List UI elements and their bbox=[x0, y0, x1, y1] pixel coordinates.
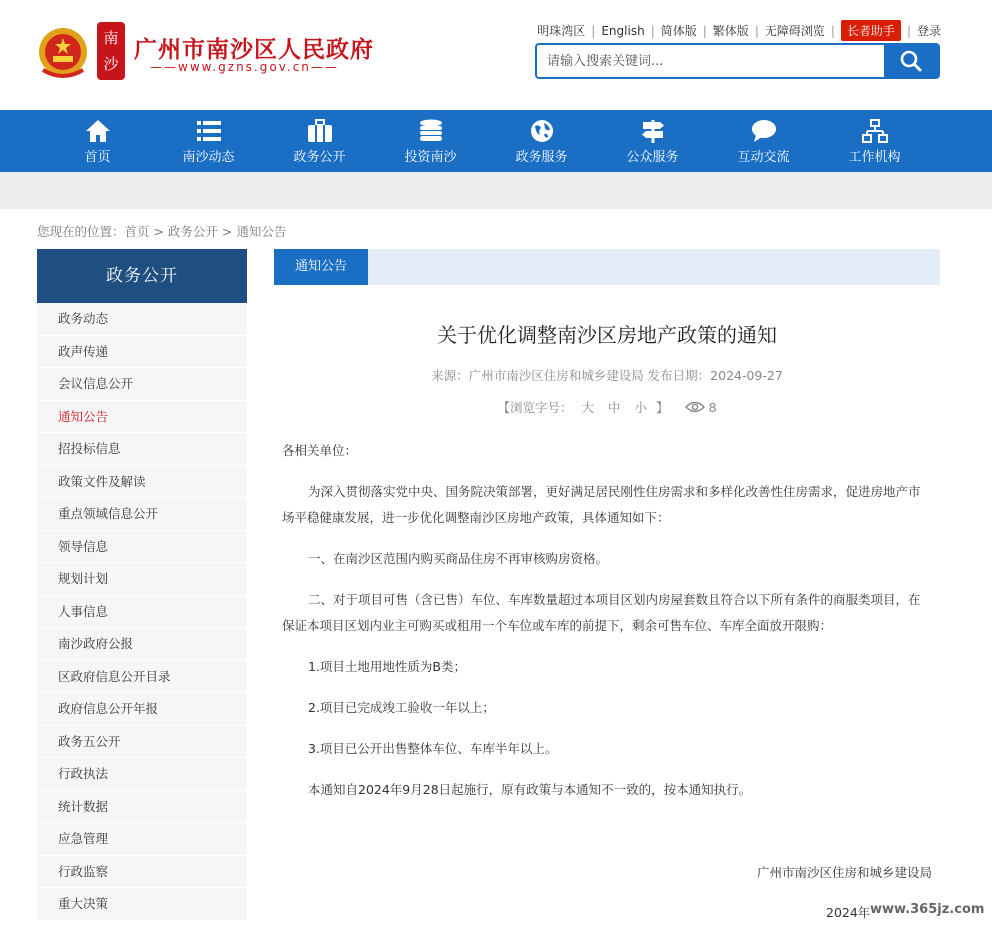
top-link-english[interactable]: English bbox=[601, 23, 645, 38]
nav-label: 互动交流 bbox=[737, 150, 790, 165]
sidebar-item[interactable]: 行政监察 bbox=[37, 856, 247, 889]
font-size-label: 【浏览字号： bbox=[497, 400, 573, 415]
top-link-accessibility[interactable]: 无障碍浏览 bbox=[764, 24, 825, 38]
paragraph: 2.项目已完成竣工验收一年以上； bbox=[308, 700, 495, 715]
paragraph: 各相关单位： bbox=[282, 443, 358, 458]
sidebar-item[interactable]: 区政府信息公开目录 bbox=[37, 661, 247, 694]
top-links: 明珠湾区 | English | 简体版 | 繁体版 | 无障碍浏览 | 长者助手 | 登录 bbox=[537, 20, 941, 41]
briefcase-icon bbox=[307, 119, 333, 143]
org-icon bbox=[862, 119, 888, 143]
breadcrumb[interactable]: 您现在的位置：首页 > 政务公开 > 通知公告 bbox=[37, 224, 287, 239]
paragraph: 3.项目已公开出售整体车位、车库半年以上。 bbox=[308, 741, 558, 756]
paragraph: 一、在南沙区范围内购买商品住房不再审核购房资格。 bbox=[308, 551, 609, 566]
nav-public-services[interactable] bbox=[597, 110, 708, 172]
nav-organizations[interactable] bbox=[819, 110, 930, 172]
font-size-large[interactable]: 大 bbox=[581, 400, 595, 415]
sidebar-item[interactable]: 行政执法 bbox=[37, 758, 247, 791]
sidebar-item[interactable]: 应急管理 bbox=[37, 823, 247, 856]
nav-home[interactable] bbox=[42, 110, 153, 172]
nav-label: 工作机构 bbox=[848, 150, 901, 165]
globe-icon bbox=[529, 119, 555, 143]
nansha-seal: 南沙 bbox=[97, 22, 125, 80]
article-body bbox=[274, 438, 940, 803]
sidebar-item[interactable]: 政务五公开 bbox=[37, 726, 247, 759]
paragraph: 1.项目土地用地性质为B类； bbox=[308, 659, 467, 674]
sidebar-item[interactable]: 招投标信息 bbox=[37, 433, 247, 466]
eye-icon bbox=[685, 401, 705, 413]
paragraph: 本通知自2024年9月28日起施行，原有政策与本通知不一致的，按本通知执行。 bbox=[308, 782, 752, 797]
header bbox=[0, 0, 992, 110]
tab-notices[interactable]: 通知公告 bbox=[274, 249, 368, 285]
sidebar-item[interactable]: 会议信息公开 bbox=[37, 368, 247, 401]
top-link-traditional[interactable]: 繁体版 bbox=[712, 24, 749, 38]
sidebar bbox=[37, 249, 247, 921]
sidebar-item[interactable]: 政声传递 bbox=[37, 336, 247, 369]
login-link[interactable]: 登录 bbox=[916, 24, 941, 38]
sidebar-item[interactable]: 领导信息 bbox=[37, 531, 247, 564]
sidebar-item[interactable]: 重点领域信息公开 bbox=[37, 498, 247, 531]
watermark: www.365jz.com bbox=[870, 902, 985, 917]
search-box bbox=[535, 43, 940, 79]
sidebar-item[interactable]: 通知公告 bbox=[37, 401, 247, 434]
paragraph: 二、对于项目可售（含已售）车位、车库数量超过本项目区划内房屋套数且符合以下所有条件的商服类项目，在保证本项目区划内业主可购买或租用一个车位或车库的前提下，剩余可售车位、车库全面放开限购： bbox=[282, 592, 921, 633]
nav-label: 首页 bbox=[84, 150, 111, 165]
sidebar-item[interactable]: 人事信息 bbox=[37, 596, 247, 629]
font-size-close: 】 bbox=[656, 400, 669, 415]
chat-icon bbox=[751, 119, 777, 143]
home-icon bbox=[85, 119, 111, 143]
paragraph: 为深入贯彻落实党中央、国务院决策部署，更好满足居民刚性住房需求和多样化改善性住房需求，促进房地产市场平稳健康发展，进一步优化调整南沙区房地产政策，具体通知如下： bbox=[282, 484, 921, 525]
font-size-tools bbox=[274, 398, 940, 416]
nav-news[interactable] bbox=[153, 110, 264, 172]
sidebar-item[interactable]: 政策文件及解读 bbox=[37, 466, 247, 499]
top-link-mingzhu[interactable]: 明珠湾区 bbox=[537, 24, 586, 38]
search-input[interactable] bbox=[537, 45, 884, 77]
nav-label: 南沙动态 bbox=[182, 150, 235, 165]
nav-invest[interactable] bbox=[375, 110, 486, 172]
sidebar-item[interactable]: 重大决策 bbox=[37, 888, 247, 921]
nav-label: 政务公开 bbox=[293, 150, 346, 165]
site-title[interactable]: 广州市南沙区人民政府 bbox=[134, 37, 374, 63]
sidebar-item[interactable]: 规划计划 bbox=[37, 563, 247, 596]
article-meta: 来源：广州市南沙区住房和城乡建设局 发布日期：2024-09-27 bbox=[431, 368, 783, 383]
nav-label: 投资南沙 bbox=[404, 150, 457, 165]
signature-date: 2024年 bbox=[826, 905, 871, 920]
article-title: 关于优化调整南沙区房地产政策的通知 bbox=[437, 323, 777, 347]
site-url: ——www.gzns.gov.cn—— bbox=[150, 60, 339, 74]
list-icon bbox=[196, 119, 222, 143]
search-button[interactable] bbox=[884, 45, 938, 77]
sidebar-item[interactable]: 政府信息公开年报 bbox=[37, 693, 247, 726]
nav-label: 政务服务 bbox=[515, 150, 568, 165]
search-icon bbox=[900, 50, 922, 72]
nav-open-government[interactable] bbox=[264, 110, 375, 172]
view-count: 8 bbox=[708, 399, 717, 415]
signpost-icon bbox=[640, 119, 666, 143]
elder-assistant-button[interactable]: 长者助手 bbox=[841, 20, 901, 41]
main-nav bbox=[0, 110, 992, 172]
article-area bbox=[274, 249, 940, 880]
font-size-small[interactable]: 小 bbox=[634, 400, 648, 415]
national-emblem-icon bbox=[37, 26, 89, 80]
sidebar-item[interactable]: 统计数据 bbox=[37, 791, 247, 824]
tab-bar bbox=[274, 249, 940, 285]
font-size-medium[interactable]: 中 bbox=[608, 400, 621, 415]
banner-band bbox=[0, 172, 992, 209]
sidebar-item[interactable]: 政务动态 bbox=[37, 303, 247, 336]
nav-label: 公众服务 bbox=[626, 150, 679, 165]
sidebar-item[interactable]: 南沙政府公报 bbox=[37, 628, 247, 661]
nav-interaction[interactable] bbox=[708, 110, 819, 172]
sidebar-title: 政务公开 bbox=[37, 249, 247, 303]
signature: 广州市南沙区住房和城乡建设局 bbox=[756, 865, 932, 880]
nav-gov-services[interactable] bbox=[486, 110, 597, 172]
coins-icon bbox=[418, 119, 444, 143]
top-link-simplified[interactable]: 简体版 bbox=[660, 24, 697, 38]
